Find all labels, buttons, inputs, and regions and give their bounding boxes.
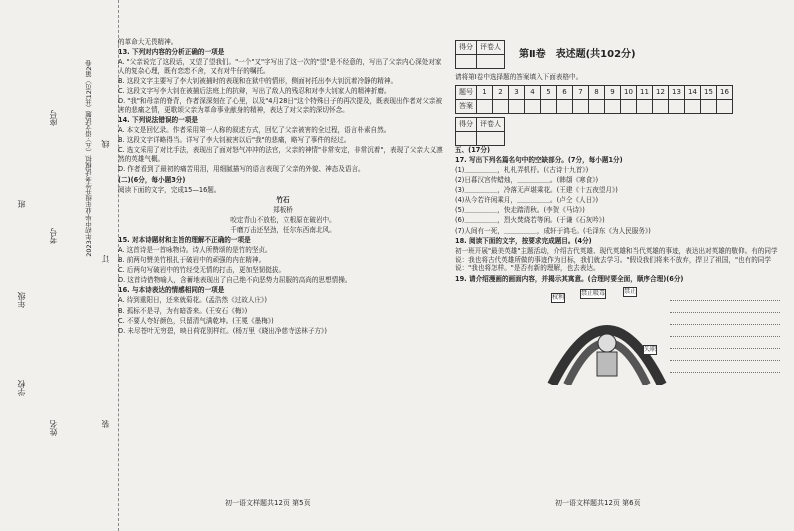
table-header: 题号 (456, 85, 477, 99)
question-number: 12 (653, 85, 669, 99)
answer-lines[interactable] (670, 289, 780, 373)
poem-line: 千磨万击还坚劲，任尔东西南北风。 (230, 225, 336, 234)
question-number: 1 (477, 85, 493, 99)
binding-margin (0, 0, 119, 531)
section-heading: 五、(17分) (455, 145, 490, 154)
question-number: 4 (525, 85, 541, 99)
question-number: 15 (701, 85, 717, 99)
option: B. 前两句赞美竹根扎于破岩中的顽强的内在精神。 (118, 256, 266, 265)
option: B. 这段文字主要写了李大钊被捕时的表现和在狱中的情形，侧面衬托出李大钊沉着冷静的精神。 (118, 77, 398, 86)
cartoon-label: 禁止 (623, 287, 637, 297)
page-footer: 初一语文样题共12页 第6页 (555, 499, 641, 507)
grader-label: 评卷人 (477, 41, 505, 55)
fill-blank[interactable]: (4)从今若许闲乘月，＿＿＿＿＿。(卢仝《人日》) (455, 196, 599, 205)
question-number: 13 (669, 85, 685, 99)
question-number: 9 (605, 85, 621, 99)
question-14: 14. 下列说法错误的一项是 (118, 116, 198, 125)
answer-cell[interactable] (525, 99, 541, 113)
answer-cell[interactable] (573, 99, 589, 113)
table-header: 答案 (456, 99, 477, 113)
question-number: 16 (717, 85, 733, 99)
answer-cell[interactable] (557, 99, 573, 113)
answer-cell[interactable] (717, 99, 733, 113)
answer-cell[interactable] (621, 99, 637, 113)
page-footer: 初一语文样题共12页 第5页 (225, 499, 311, 507)
question-16: 16. 与本诗表达的情感相同的一项是 (118, 286, 225, 295)
answer-cell[interactable] (477, 99, 493, 113)
cartoon-label: 禁止吸毒 (580, 289, 606, 299)
option: C. 这段文字写李大钊在被捕后法庭上的抗辩，写出了敌人的残忍和对李大钊家人的精神折磨。 (118, 87, 391, 96)
question-number: 8 (589, 85, 605, 99)
option: D. "我"和母亲的脊背，作者深深刻在了心里，以及"4月28日"这个特殊日子的再次提及，既表现出作者对父亲被害的悲痛之情，更歌颂父亲为革命事业献身的精神，表达了对父亲的深切怀念。 (118, 97, 443, 115)
school-label: 学校 (17, 380, 26, 396)
option: A. 这首诗是一首咏物诗。诗人所赞颂的是竹的坚贞。 (118, 246, 272, 255)
score-label: 得分 (456, 117, 477, 131)
question-number: 3 (509, 85, 525, 99)
answer-cell[interactable] (669, 99, 685, 113)
fill-blank[interactable]: (1)＿＿＿＿＿，札札弄机杼。(《古诗十九首》) (455, 166, 589, 175)
question-15: 15. 对本诗题材和主旨的理解不正确的一项是 (118, 236, 251, 244)
grader-label: 评卷人 (477, 117, 505, 131)
question-13: 13. 下列对内容的分析正确的一项是 (118, 48, 225, 57)
answer-table (455, 85, 733, 114)
section-heading: (二)(6分，每小题3分) (118, 175, 186, 184)
right-column (455, 40, 785, 390)
option: B. 这段文字详略得当。详写了李大钊被害以后"我"的悲痛，略写了事件的经过。 (118, 136, 351, 145)
score-label: 得分 (456, 41, 477, 55)
seal-mark: 装 (101, 420, 110, 428)
cartoon-area (455, 285, 785, 390)
answer-cell[interactable] (541, 99, 557, 113)
poem-line: 咬定青山不放松，立根原在破岩中。 (230, 215, 336, 224)
question-18: 18. 阅读下面的文字，按要求完成题目。(4分) (455, 236, 592, 245)
text-line: 的革命大无畏精神。 (118, 38, 178, 46)
grade-label: 年级 (17, 292, 26, 308)
question-19: 19. 请介绍漫画的画面内容，并揭示其寓意。(合理时要全面，顺序合理)(6分) (455, 274, 684, 283)
answer-cell[interactable] (653, 99, 669, 113)
fill-blank[interactable]: (5)＿＿＿＿＿，快走踏清秋。(李贺《马诗》) (455, 206, 585, 215)
question-number: 7 (573, 85, 589, 99)
question-number: 10 (621, 85, 637, 99)
cartoon-label: 失职 (643, 345, 657, 355)
score-box (455, 40, 505, 69)
answer-cell[interactable] (685, 99, 701, 113)
binding-header: 2023年初中毕业年级升学考试模拟（五）·语文试题（共12页）第2卷 (85, 60, 93, 257)
fill-blank[interactable]: (6)＿＿＿＿＿，烈火焚烧若等闲。(于谦《石灰吟》) (455, 216, 605, 225)
question-number: 14 (685, 85, 701, 99)
question-17: 17. 写出下列名篇名句中的空缺部分。(7分，每小题1分) (455, 155, 623, 164)
answer-cell[interactable] (637, 99, 653, 113)
answer-cell[interactable] (589, 99, 605, 113)
passage: 初一班开展"最美英雄"主题活动，介绍古代英雄、现代英雄和当代英雄的事迹，表达出对英雄的敬仰。有的同学说：我也将古代英雄所做的事迹作为目标，我们就去学习。"假设我们将来不放弃，捍卫了祖国，"也有的同学说："我也将怎样。"是否有新的理解，也去表达。 (455, 246, 778, 273)
seal-mark: 订 (101, 255, 110, 263)
instruction-text: 请将第Ⅰ卷中选择题的答案填入下面表格中。 (455, 73, 583, 81)
option: A. "父亲说完了这段话，又望了望我们。"一个"又"字写出了这一次的"望"是不经意的，写出了父亲内心深处对家人的复杂心理，既有恋恋不舍，又有对牛仔的嘱托。 (118, 58, 442, 76)
seat-no-label: 座号 (49, 110, 58, 126)
exam-no-label: 考号 (49, 228, 58, 244)
option: A. 本文是回忆录。作者采用第一人称的叙述方式，回忆了父亲被害的全过程，语言朴素自然。 (118, 126, 391, 135)
fill-blank[interactable]: (7)人间有一死，＿＿＿＿＿，成轩于鸿毛。(毛泽东《为人民服务》) (455, 226, 651, 235)
poem-title: 竹石 (276, 195, 290, 204)
option: A. 待到重阳日，还来就菊花。(孟浩然《过故人庄》) (118, 296, 267, 305)
option: D. 这首诗借物喻人，含蓄地表现出了自己绝不向恶势力屈服的高尚的思想情操。 (118, 276, 352, 285)
option: B. 孤标不是寻，为有暗香来。(王安石《梅》) (118, 306, 248, 315)
fill-blank[interactable]: (3)＿＿＿＿＿，冷落无声堪乘花。(王建《十五夜望月》) (455, 186, 618, 195)
question-number: 2 (493, 85, 509, 99)
question-number: 11 (637, 85, 653, 99)
answer-cell[interactable] (701, 99, 717, 113)
question-number: 5 (541, 85, 557, 99)
score-box (455, 117, 505, 146)
poem-author: 郑板桥 (273, 205, 293, 214)
seal-mark: 线 (101, 140, 110, 148)
option: D. 作者看到了最初的痛苦用泪，用细腻描写的语言表现了父亲的外貌、神态及语言。 (118, 165, 365, 174)
answer-cell[interactable] (605, 99, 621, 113)
cartoon-label: 权利 (551, 293, 565, 303)
name-label: 姓名 (49, 420, 58, 436)
fill-blank[interactable]: (2)日暮汉宫传蜡烛，＿＿＿＿＿。(韩翃《寒食》) (455, 176, 599, 185)
answer-cell[interactable] (509, 99, 525, 113)
intro-text: 阅读下面的文字，完成15—16题。 (118, 185, 221, 194)
option: C. 后两句写破岩中的竹经受无情的打击，更加坚韧挺拔。 (118, 266, 286, 275)
left-column (118, 38, 448, 337)
question-number: 6 (557, 85, 573, 99)
class-label: 班 (17, 200, 26, 208)
option: C. 不要人夸好颜色，只留清气满乾坤。(王冕《墨梅》) (118, 316, 274, 325)
part-title: 第Ⅱ卷 表述题(共102分) (519, 48, 636, 60)
option: D. 未尽苍叶无穷碧，映日荷花别样红。(杨万里《晓出净慈寺送林子方》) (118, 326, 327, 335)
answer-cell[interactable] (493, 99, 509, 113)
option: C. 选文采用了对比手法，表现出了面对怒气冲冲的法官，父亲的神情"非常安定，非常沉着"，表现了父亲大义凛然的英雄气概。 (118, 146, 443, 164)
